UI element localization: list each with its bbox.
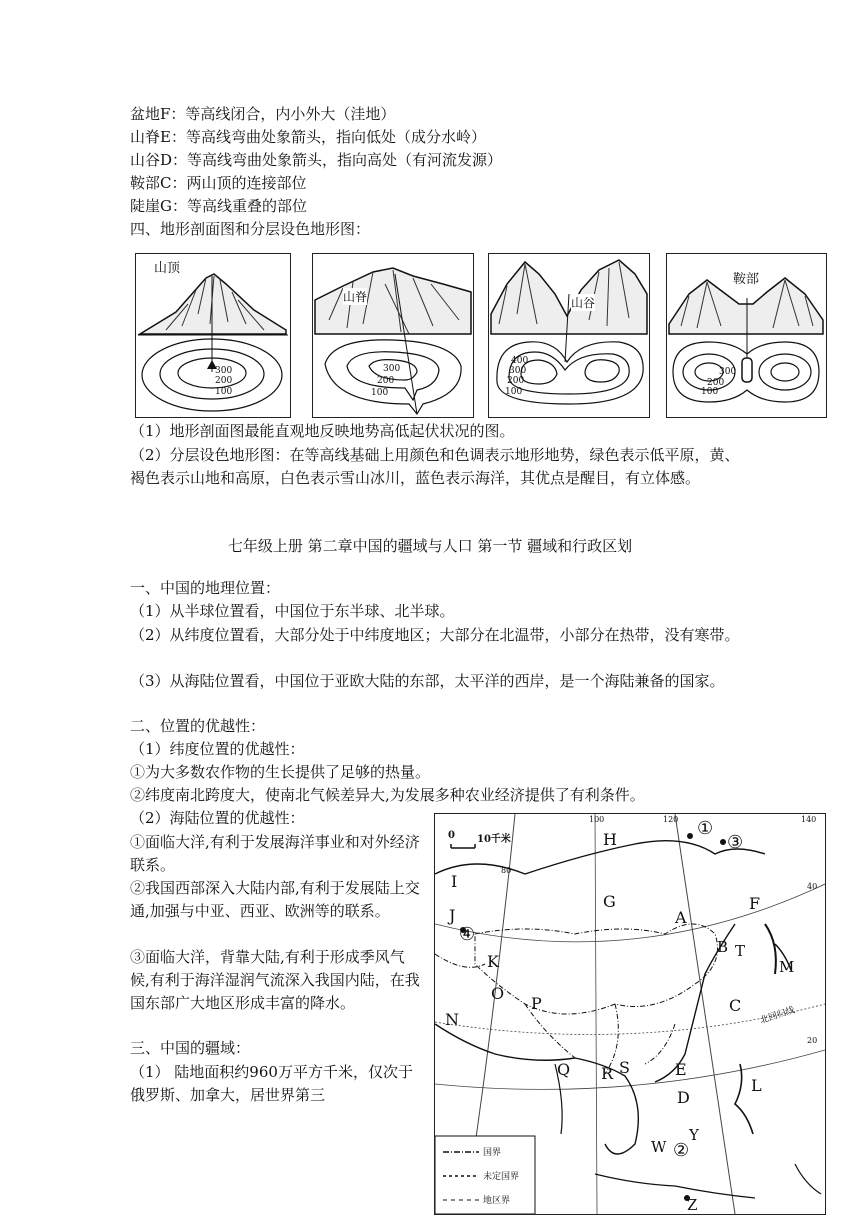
lon-label-140: 140 [801,815,817,824]
map-letter-r: R [601,1064,614,1083]
peak-contour-200: 200 [215,376,233,386]
map-marker-2: ② [673,1140,690,1161]
left-col-point-2: ②我国西部深入大陆内部,有利于发展陆上交通,加强与中亚、西亚、欧洲等的联系。 [130,879,420,920]
valley-contour-300: 300 [509,366,527,376]
ridge-label: 山脊 [343,290,368,304]
left-col-heading: （2）海陆位置的优越性： [130,809,305,827]
lon-label-100: 100 [589,815,605,824]
map-letter-a: A [675,908,687,927]
map-letter-l: L [751,1076,762,1095]
peak-contour-300: 300 [215,366,233,376]
map-letter-q: Q [557,1060,571,1079]
intro-line-basin: 盆地F：等高线闭合，内小外大（洼地） [130,105,396,123]
peak-illustration [136,254,290,417]
map-letter-b: B [717,938,729,956]
map-letter-n: N [445,1010,459,1029]
peak-contour-100: 100 [215,387,233,397]
profile-panel-peak [135,253,291,418]
section-line-3: （2）从纬度位置看，大部分处于中纬度地区；大部分在北温带，小部分在热带，没有寒带。 [130,626,740,644]
profile-panel-ridge [312,253,474,418]
intro-line-cliff: 陡崖G：等高线重叠的部位 [130,197,307,215]
map-letter-p: P [531,994,542,1013]
left-col-point-1: ①面临大洋,有利于发展海洋事业和对外经济联系。 [130,833,420,874]
section-line-8: ②纬度南北跨度大，使南北气候差异大,为发展多种农业经济提供了有利条件。 [130,786,645,804]
valley-contour-100: 100 [505,387,523,397]
intro-line-valley: 山谷D：等高线弯曲处象箭头，指向高处（有河流发源） [130,151,503,169]
intro-line-heading: 四、地形剖面图和分层设色地形图： [130,220,371,238]
ridge-contour-300: 300 [383,364,401,374]
section-line-7: ①为大多数农作物的生长提供了足够的热量。 [130,763,431,781]
saddle-contour-200: 200 [707,378,725,388]
territory-heading: 三、中国的疆域： [130,1039,251,1057]
map-letter-k: K [487,952,499,971]
valley-label: 山谷 [571,296,596,310]
map-letter-h: H [603,830,617,849]
legend-regional-border: 地区界 [483,1196,511,1206]
saddle-contour-300: 300 [719,367,737,377]
lon-label-80: 80 [501,866,512,875]
map-letter-g: G [603,892,616,911]
lat-label-20: 20 [807,1036,818,1045]
layered-map-note: （2）分层设色地形图：在等高线基础上用颜色和色调表示地形地势，绿色表示低平原，黄、褐色表示山地和高原，白色表示雪山冰川，蓝色表示海洋，其优点是醒目，有立体感。 [130,446,740,487]
map-letter-j: J [449,906,456,925]
valley-contour-200: 200 [507,376,525,386]
map-letter-m: M [779,958,795,976]
section-line-1: 一、中国的地理位置： [130,579,281,597]
map-letter-o: O [491,984,505,1003]
section-line-2: （1）从半球位置看，中国位于东半球、北半球。 [130,602,455,620]
lat-label-40: 40 [807,882,818,891]
legend-undetermined-border: 未定国界 [483,1172,520,1182]
intro-line-ridge: 山脊E：等高线弯曲处象箭头，指向低处（成分水岭） [130,128,486,146]
map-letter-t: T [735,942,746,960]
profile-note: （1）地形剖面图最能直观地反映地势高低起伏状况的图。 [130,422,515,440]
valley-contour-400: 400 [511,356,529,366]
map-marker-4: ④ [459,924,476,945]
map-letter-c: C [729,996,742,1015]
ridge-illustration [313,254,473,417]
intro-line-saddle: 鞍部C：两山顶的连接部位 [130,174,307,192]
map-letter-d: D [677,1088,690,1107]
territory-area: （1） 陆地面积约960万平方千米，仅次于俄罗斯、加拿大，居世界第三 [130,1063,413,1104]
map-letter-y: Y [689,1126,699,1144]
profile-panel-valley [488,253,650,418]
section-line-4: （3）从海陆位置看，中国位于亚欧大陆的东部，太平洋的西岸，是一个海陆兼备的国家。 [130,672,725,690]
tropic-label: 北回归线 [758,1005,797,1027]
map-letter-s: S [619,1058,630,1077]
section-line-5: 二、位置的优越性： [130,717,266,735]
ridge-contour-200: 200 [377,376,395,386]
map-scale-zero: 0 [448,830,455,841]
map-scale-label: 10千米 [477,834,511,845]
profile-panel-saddle [666,253,827,418]
map-letter-i: I [451,872,458,891]
ridge-contour-100: 100 [371,388,389,398]
map-letter-w: W [651,1138,667,1156]
section-line-6: （1）纬度位置的优越性： [130,740,305,758]
map-letter-z: Z [687,1196,698,1214]
saddle-contour-100: 100 [701,387,719,397]
section-title: 七年级上册 第二章中国的疆域与人口 第一节 疆域和行政区划 [227,537,633,555]
asia-map [434,813,826,1215]
saddle-label: 鞍部 [733,268,759,287]
lon-label-120: 120 [663,815,679,824]
peak-label: 山顶 [154,257,180,276]
left-col-point-3: ③面临大洋，背靠大陆,有利于形成季风气候,有利于海洋湿润气流深入我国内陆，在我国东部广大地区形成丰富的降水。 [130,948,420,1012]
map-marker-1: ① [697,818,714,839]
legend-national-border: 国界 [483,1148,502,1158]
map-marker-3: ③ [727,832,744,853]
map-letter-e: E [675,1060,687,1079]
map-letter-f: F [749,894,761,913]
